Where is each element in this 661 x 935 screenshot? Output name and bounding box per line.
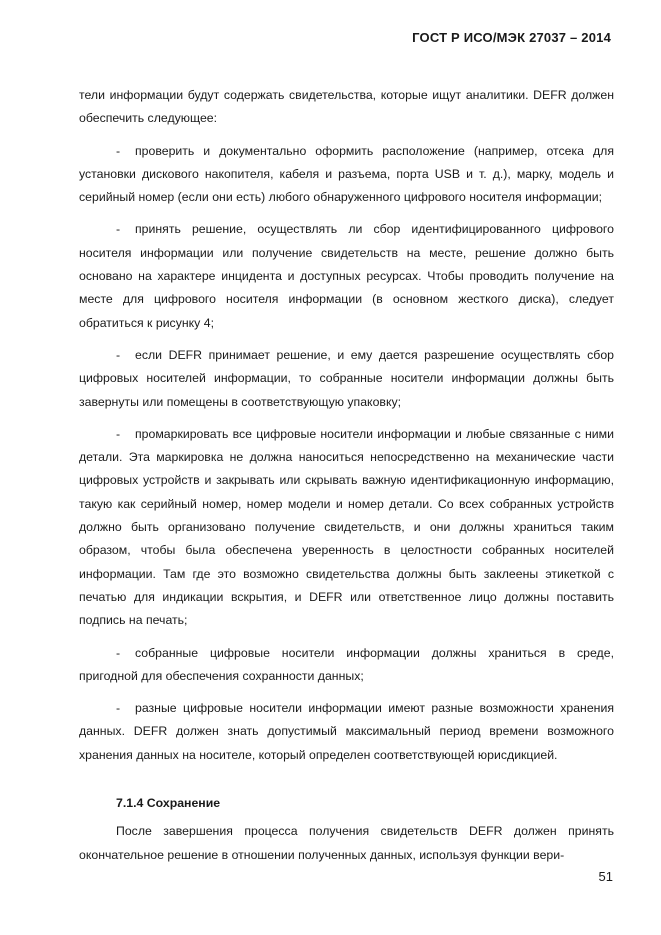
page-content [79, 84, 614, 867]
intro-paragraph: тели информации будут содержать свидетельства, которые ищут аналитики. DEFR должен обеспечить следующее: [79, 88, 614, 126]
list-item-text: если DEFR принимает решение, и ему дается разрешение осуществлять сбор цифровых носителей информации, то собранные носители информации должны быть завернуты или помещены в соответствующую упаковку; [79, 347, 614, 409]
section-heading: 7.1.4 Сохранение [116, 796, 221, 811]
list-item [79, 344, 614, 414]
list-item [79, 642, 614, 689]
bullet-dash: - [116, 347, 121, 362]
list-item-text: промаркировать все цифровые носители информации и любые связанные с ними детали. Эта маркировка не должна наноситься непосредственно на механические части цифровых устройств и закрывать или скрывать важную идентификационную информацию, такую как серийный номер, номер модели и номер детали. Со всех собранных устройств должно быть организовано получение свидетельств, и они должны храниться таким образом, чтобы была обеспечена уверенность в целостности собранных носителей информации. Там где это возможно свидетельства должны быть заклеены этикеткой с печатью для индикации вскрытия, и DEFR или ответственное лицо должны поставить подпись на печать; [79, 426, 614, 628]
list-item-text: принять решение, осуществлять ли сбор идентифицированного цифрового носителя информации или получение свидетельств на месте, решение должно быть основано на характере инцидента и доступных ресурсах. Чтобы проводить получение на месте для цифрового носителя информации (в основном жесткого диска), следует обратиться к рисунку 4; [79, 222, 614, 330]
bullet-dash: - [116, 426, 121, 441]
section-paragraph: После завершения процесса получения свидетельств DEFR должен принять окончательное решение в отношении полученных данных, используя функции вери- [79, 824, 614, 862]
bullet-dash: - [116, 143, 121, 158]
list-item [79, 697, 614, 767]
list-item [79, 140, 614, 210]
bullet-dash: - [116, 222, 121, 237]
document-header: ГОСТ Р ИСО/МЭК 27037 – 2014 [412, 30, 611, 45]
list-item-text: разные цифровые носители информации имеют разные возможности хранения данных. DEFR должен знать допустимый максимальный период времени возможного хранения данных на носителе, который определен соответствующей юрисдикцией. [79, 701, 614, 762]
list-item [79, 218, 614, 334]
list-item-text: проверить и документально оформить расположение (например, отсека для установки дискового накопителя, кабеля и разъема, порта USB и т. д.), марку, модель и серийный номер (если они есть) любого обнаруженного цифрового носителя информации; [79, 143, 614, 205]
bullet-dash: - [116, 645, 121, 660]
list-item-text: собранные цифровые носители информации должны храниться в среде, пригодной для обеспечения сохранности данных; [79, 645, 614, 683]
list-item [79, 423, 614, 633]
bullet-dash: - [116, 701, 121, 716]
page-number: 51 [598, 869, 613, 884]
